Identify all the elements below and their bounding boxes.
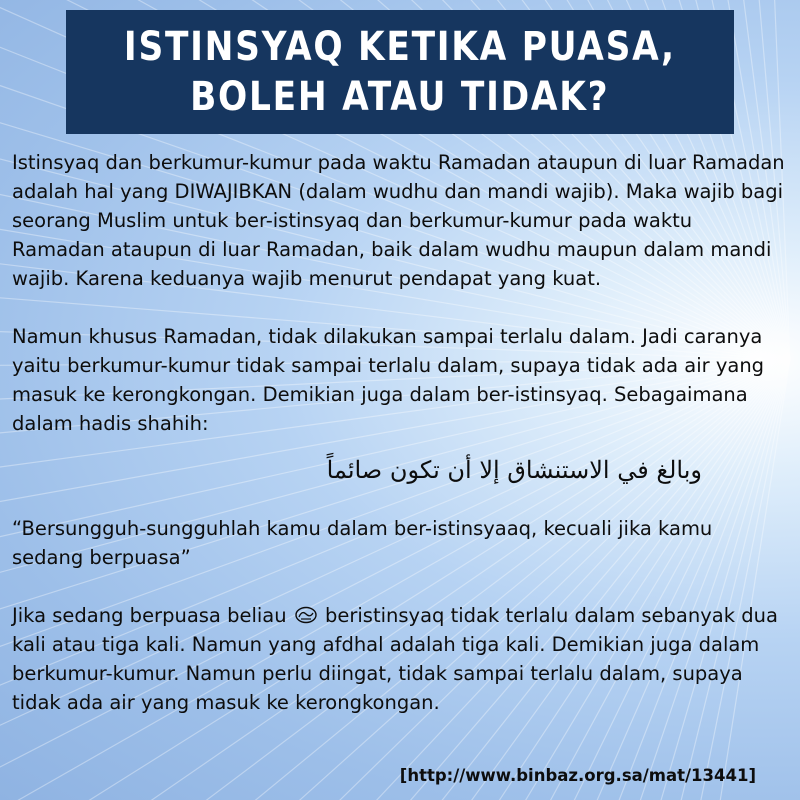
paragraph-fasting-rest: beristinsyaq tidak terlalu dalam sebanyak dua kali atau tiga kali. Namun yang afdhal adalah tiga kali. Demikian juga dalam berkumur-kumur. Namun perlu diingat, tidak sampai terlalu dalam, supaya tidak ada air yang masuk ke kerongkongan. xyxy=(12,604,778,714)
title-line-2: BOLEH ATAU TIDAK? xyxy=(190,74,610,120)
sallallahu-alaihi-wasallam-icon xyxy=(295,606,317,624)
source-link[interactable]: [http://www.binbaz.org.sa/mat/13441] xyxy=(399,766,756,785)
paragraph-ramadan: Namun khusus Ramadan, tidak dilakukan sampai terlalu dalam. Jadi caranya yaitu berkumur-kumur tidak sampai terlalu dalam, supaya tidak ada air yang masuk ke kerongkongan. Demikian juga dalam ber-istinsyaq. Sebagaimana dalam hadis shahih: xyxy=(12,325,765,435)
hadith-translation: “Bersungguh-sungguhlah kamu dalam ber-istinsyaaq, kecuali jika kamu sedang berpuasa” xyxy=(12,517,713,569)
title-line-1: ISTINSYAQ KETIKA PUASA, xyxy=(124,24,676,70)
paragraph-fasting-start: Jika sedang berpuasa beliau xyxy=(12,604,287,627)
article-body xyxy=(12,148,788,717)
paragraph-fasting-practice xyxy=(12,601,788,717)
title-banner xyxy=(66,10,734,134)
arabic-hadith: وبالغ في الاستنشاق إلا أن تكون صائماً xyxy=(326,456,702,484)
paragraph-obligation: Istinsyaq dan berkumur-kumur pada waktu Ramadan ataupun di luar Ramadan adalah hal yang DIWAJIBKAN (dalam wudhu dan mandi wajib). Maka wajib bagi seorang Muslim untuk ber-istinsyaq dan berkumur-kumur pada waktu Ramadan ataupun di luar Ramadan, baik dalam wudhu maupun dalam mandi wajib. Karena keduanya wajib menurut pendapat yang kuat. xyxy=(12,151,785,290)
